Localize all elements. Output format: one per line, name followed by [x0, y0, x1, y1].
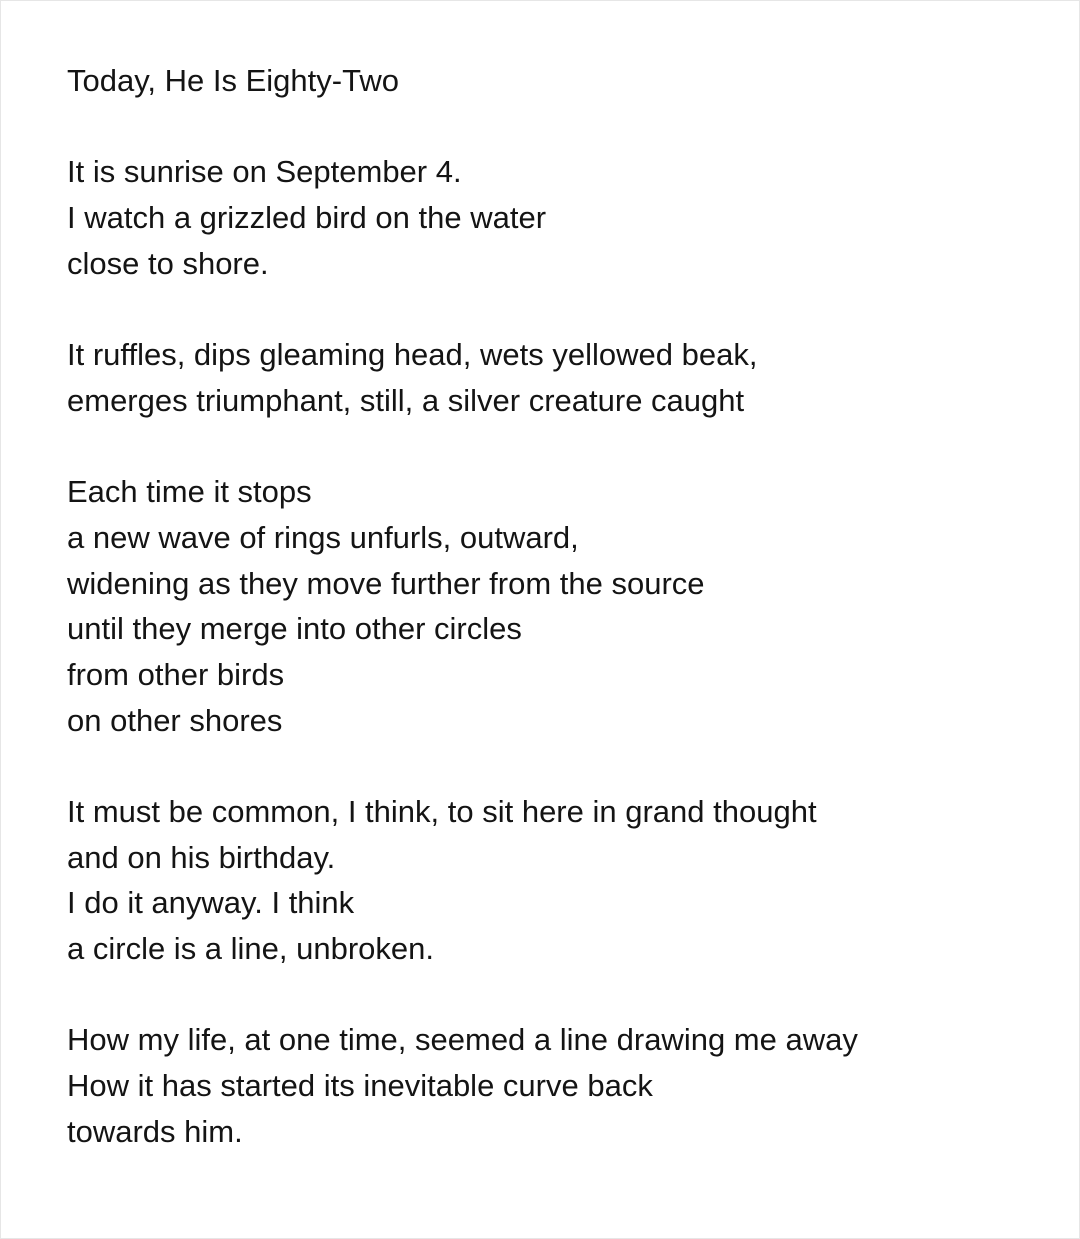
poem-line: close to shore. [67, 245, 269, 281]
poem-line: How it has started its inevitable curve back [67, 1068, 653, 1104]
poem-line: from other birds [67, 656, 285, 692]
stanza-gap [67, 286, 1047, 332]
poem-line: on other shores [67, 702, 283, 738]
poem-line: It must be common, I think, to sit here in grand thought [67, 794, 817, 829]
poem-line: a circle is a line, unbroken. [67, 931, 435, 967]
poem-line: It ruffles, dips gleaming head, wets yellowed beak, [67, 337, 758, 373]
poem-line: It is sunrise on September 4. [67, 154, 462, 190]
poem-line: I watch a grizzled bird on the water [67, 200, 547, 236]
poem-line: I do it anyway. I think [67, 885, 355, 921]
poem-line: and on his birthday. [67, 839, 336, 875]
poem-line: Each time it stops [67, 474, 312, 510]
poem-title: Today, He Is Eighty-Two [67, 63, 399, 98]
poem-line: emerges triumphant, still, a silver creature caught [67, 382, 745, 418]
poem-line: towards him. [67, 1113, 243, 1149]
poem-text [67, 58, 1047, 1155]
stanza-gap [67, 104, 1047, 150]
poem-line: widening as they move further from the source [67, 565, 705, 601]
poem-line: until they merge into other circles [67, 611, 522, 647]
stanza-gap [67, 972, 1047, 1018]
stanza-gap [67, 424, 1047, 470]
poem-line: a new wave of rings unfurls, outward, [67, 519, 579, 555]
poem-line: How my life, at one time, seemed a line drawing me away [67, 1022, 858, 1058]
stanza-gap [67, 743, 1047, 789]
